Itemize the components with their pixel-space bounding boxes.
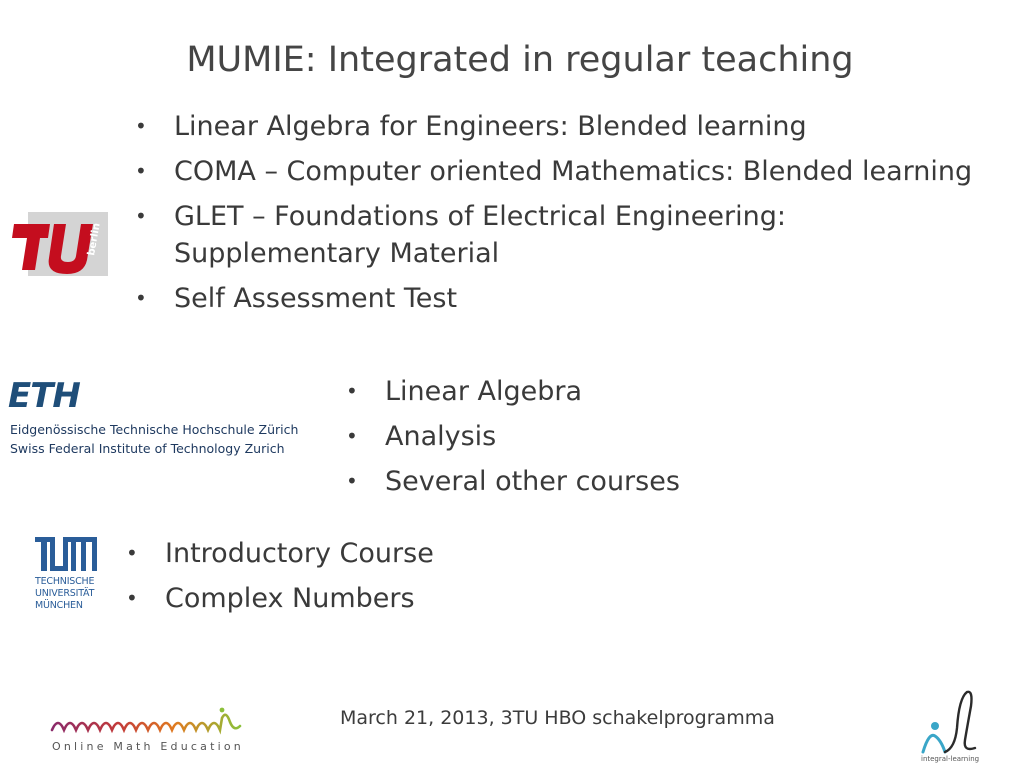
tum-course-list <box>126 535 434 625</box>
list-item: • Linear Algebra <box>346 376 583 407</box>
tu-berlin-logo <box>10 212 110 280</box>
svg-text:berlin: berlin <box>86 222 103 257</box>
slide-footer: March 21, 2013, 3TU HBO schakelprogramma <box>340 707 775 729</box>
slide-title: MUMIE: Integrated in regular teaching <box>186 40 854 80</box>
list-item: • Analysis <box>346 421 497 452</box>
list-item: • Introductory Course <box>126 538 434 569</box>
eth-course-list <box>346 373 680 508</box>
list-item: • GLET – Foundations of Electrical Engineering: Supplementary Material <box>135 201 786 269</box>
tum-mark <box>34 536 98 572</box>
integral-icon <box>915 688 983 754</box>
list-item: • Self Assessment Test <box>135 283 458 314</box>
tu-berlin-course-list <box>135 108 972 325</box>
list-item: • Several other courses <box>346 466 680 497</box>
tum-logo: TECHNISCHE UNIVERSITÄT MÜNCHEN <box>34 536 104 620</box>
list-item: • Linear Algebra for Engineers: Blended learning <box>135 111 807 142</box>
wave-icon <box>50 704 250 738</box>
integral-learning-logo: integral-learning <box>915 688 983 764</box>
online-math-education-logo: Online Math Education <box>50 704 250 754</box>
eth-zurich-logo: ETH Eidgenössische Technische Hochschule Zürich Swiss Federal Institute of Technology Zurich <box>8 376 299 456</box>
list-item: • Complex Numbers <box>126 583 415 614</box>
list-item: • COMA – Computer oriented Mathematics: Blended learning <box>135 156 973 187</box>
